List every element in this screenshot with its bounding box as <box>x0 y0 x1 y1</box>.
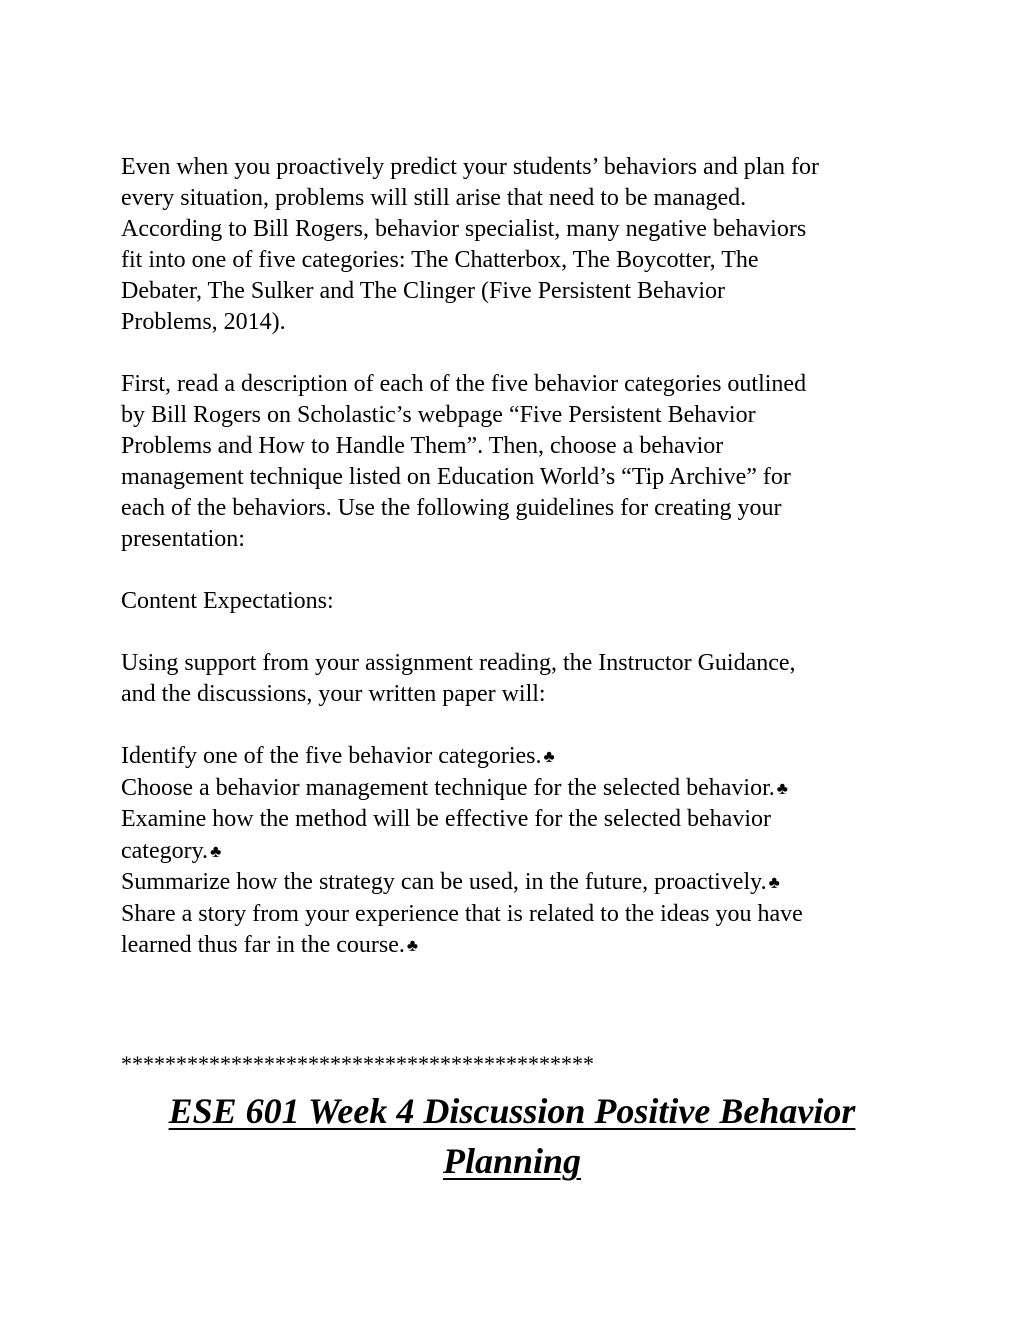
club-icon: ♣ <box>768 873 780 892</box>
list-item <box>121 804 921 867</box>
list-item-text: Identify one of the five behavior categories. <box>121 743 542 769</box>
club-icon: ♣ <box>210 841 222 861</box>
list-item <box>121 741 921 773</box>
instructions-paragraph: First, read a description of each of the five behavior categories outlined by Bill Rogers on Scholastic’s webpage “Five Persistent Behavior Problems and How to Handle Them”. Then, choose a behavior management technique listed on Education World’s “Tip Archive” for each of the behaviors. Use the following guidelines for creating your presentation: <box>121 371 807 552</box>
separator-line: ******************************************* <box>121 1051 594 1076</box>
list-item <box>121 773 921 805</box>
section-heading: ESE 601 Week 4 Discussion Positive Behavior Planning <box>168 1091 856 1181</box>
spacer <box>121 710 921 741</box>
club-icon: ♣ <box>776 778 788 798</box>
spacer <box>121 617 921 648</box>
list-item <box>121 867 921 899</box>
intro-paragraph: Even when you proactively predict your students’ behaviors and plan for every situation, problems will still arise that need to be managed. According to Bill Rogers, behavior specialist, many negative behaviors fit into one of five categories: The Chatterbox, The Boycotter, The Debater, The Sulker and The Clinger (Five Persistent Behavior Problems, 2014). <box>121 154 820 335</box>
expectations-list <box>121 741 921 962</box>
document-body <box>121 152 921 962</box>
list-item-text: Share a story from your experience that is related to the ideas you have learned thus far in the course. <box>121 900 803 958</box>
spacer <box>121 338 921 369</box>
content-expectations-label: Content Expectations: <box>121 588 334 614</box>
list-item <box>121 899 921 962</box>
list-item-text: Examine how the method will be effective for the selected behavior category. <box>121 806 771 864</box>
club-icon: ♣ <box>406 936 419 955</box>
list-item-text: Choose a behavior management technique for the selected behavior. <box>121 774 775 801</box>
club-icon: ♣ <box>543 747 555 766</box>
support-paragraph: Using support from your assignment reading, the Instructor Guidance, and the discussions, your written paper will: <box>121 650 796 707</box>
spacer <box>121 555 921 586</box>
list-item-text: Summarize how the strategy can be used, in the future, proactively. <box>121 869 767 895</box>
